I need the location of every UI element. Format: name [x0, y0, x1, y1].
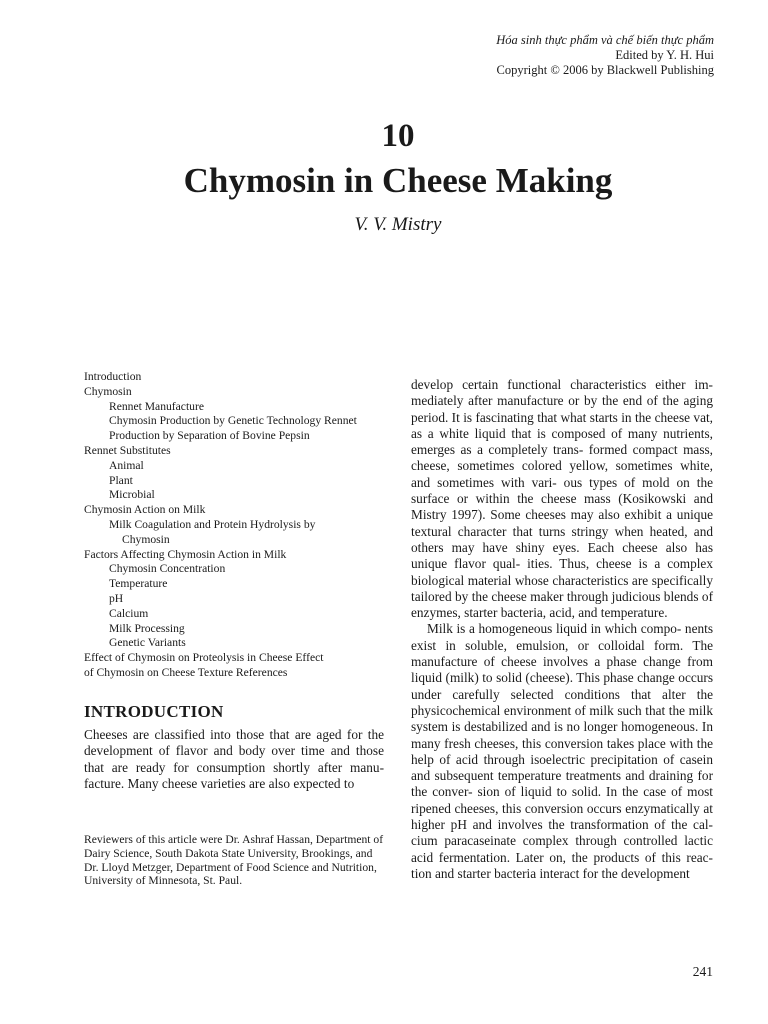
header-editor: Edited by Y. H. Hui [615, 48, 714, 62]
toc-entry: Production by Separation of Bovine Pepsin [109, 429, 310, 443]
header-book-title: Hóa sinh thực phẩm và chế biến thực phẩm [496, 33, 714, 47]
toc-entry: pH [109, 591, 124, 605]
toc-entry: Rennet Manufacture [109, 399, 204, 413]
chapter-author: V. V. Mistry [354, 214, 442, 235]
toc-entry: Microbial [109, 488, 155, 502]
header-copyright: Copyright © 2006 by Blackwell Publishing [496, 63, 714, 77]
toc-entry: Introduction [84, 370, 142, 383]
toc-entry: Genetic Variants [109, 636, 186, 650]
toc-entry: Chymosin [122, 532, 170, 546]
body-paragraph: Milk is a homogeneous liquid in which compo- nents exist in soluble, emulsion, or colloidal form. The manufacture of cheese involves a phase change from liquid (milk) to solid (cheese). This phase change occurs under carefully selected conditions that alter the physicochemical environment of milk such that the milk system is destabilized and is no longer homogeneous. In many fresh cheeses, this conversion takes place with the help of acid through isoelectric precipitation of casein and subsequent temperature treatments and draining for the conver- sion of liquid to solid. In the case of most ripened cheeses, this conversion occurs enzymatically at higher pH and involves the transformation of the cal- cium paracaseinate complex through controlled lactic acid fermentation. Later on, the products of this reac- tion and starter bacteria interact for the development [411, 621, 713, 881]
body-paragraph: develop certain functional characteristics either im- mediately after manufacture or by the end of the aging period. It is fascinating that what starts in the cheese vat, as a white liquid that is composed of many nutrients, emerges as a completely trans- formed compact mass, cheese, sometimes colored yellow, sometimes white, and sometimes with vari- ous types of mold on the surface or within the cheese mass (Kosikowski and Mistry 1997). Some cheeses may also exhibit a unique textural character that turns stringy when heated, and others may have shiny eyes. Each cheese also has unique flavor qual- ities. Thus, cheese is a complex biological material whose characteristics are specifically tailored by the cheese maker through judicious blends of enzymes, starter bacteria, acid, and temperature. [411, 377, 713, 621]
toc-entry: Temperature [109, 577, 168, 591]
chapter-number: 10 [381, 118, 415, 154]
toc-entry: Chymosin [84, 384, 132, 398]
toc-entry: Calcium [109, 606, 149, 620]
reviewers-note: Reviewers of this article were Dr. Ashraf Hassan, Department of Dairy Science, South Dakota State University, Brookings, and Dr. Lloyd Metzger, Department of Food Science and Nutrition, University of Minnesota, St. Paul. [84, 833, 384, 888]
toc-entry: Chymosin Concentration [109, 562, 226, 576]
chapter-title: Chymosin in Cheese Making [183, 161, 613, 200]
toc-entry: Effect of Chymosin on Proteolysis in Cheese Effect [84, 651, 324, 665]
introduction-heading: INTRODUCTION [84, 702, 224, 721]
right-column [411, 377, 713, 882]
toc-entry: Rennet Substitutes [84, 443, 171, 457]
toc-entry: Factors Affecting Chymosin Action in Milk [84, 547, 287, 561]
toc-entry: Milk Processing [109, 621, 185, 635]
publication-header [496, 33, 714, 78]
toc-entry: Plant [109, 473, 133, 487]
toc-entry: of Chymosin on Cheese Texture References [84, 665, 288, 679]
toc-entry: Animal [109, 458, 144, 472]
toc-entry: Chymosin Action on Milk [84, 503, 206, 517]
toc-entry: Milk Coagulation and Protein Hydrolysis by [109, 517, 316, 531]
toc-entry: Chymosin Production by Genetic Technology Rennet [109, 414, 357, 428]
page-number: 241 [692, 964, 713, 979]
table-of-contents [84, 370, 384, 681]
introduction-paragraph: Cheeses are classified into those that are aged for the development of flavor and body over time and those that are ready for consumption shortly after manu- facture. Many cheese varieties are also expected to [84, 727, 384, 791]
